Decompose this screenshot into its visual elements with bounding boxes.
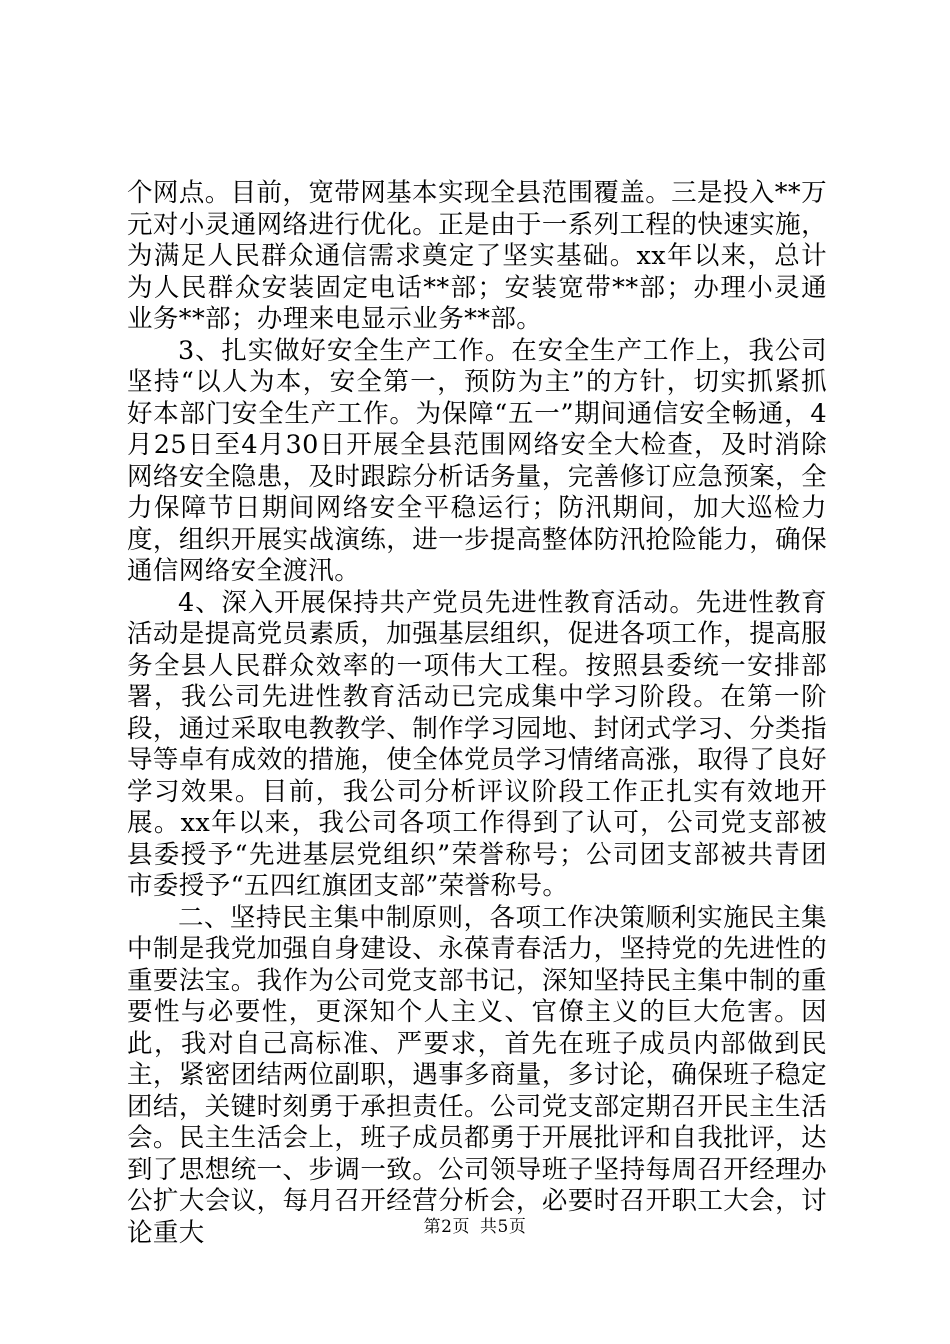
paragraph-continuation: 个网点。目前，宽带网基本实现全县范围覆盖。三是投入**万元对小灵通网络进行优化。正是由于一系列工程的快速实施，为满足人民群众通信需求奠定了坚实基础。xx年以来，总计为人民群众安装固定电话**部；安装宽带**部；办理小灵通业务**部；办理来电显示业务**部。 bbox=[127, 178, 827, 334]
paragraph-party-education: 4、深入开展保持共产党员先进性教育活动。先进性教育活动是提高党员素质，加强基层组织，促进各项工作，提高服务全县人民群众效率的一项伟大工程。按照县委统一安排部署，我公司先进性教育活动已完成集中学习阶段。在第一阶段，通过采取电教教学、制作学习园地、封闭式学习、分类指导等卓有成效的措施，使全体党员学习情绪高涨，取得了良好学习效果。目前，我公司分析评议阶段工作正扎实有效地开展。xx年以来，我公司各项工作得到了认可，公司党支部被县委授予“先进基层党组织”荣誉称号；公司团支部被共青团市委授予“五四红旗团支部”荣誉称号。 bbox=[127, 587, 827, 901]
document-body bbox=[127, 178, 827, 1249]
page-total: 共5页 bbox=[480, 1217, 527, 1237]
page-footer bbox=[0, 1216, 950, 1238]
page-number: 第2页 bbox=[423, 1217, 470, 1237]
paragraph-safety-production: 3、扎实做好安全生产工作。在安全生产工作上，我公司坚持“以人为本，安全第一，预防为主”的方针，切实抓紧抓好本部门安全生产工作。为保障“五一”期间通信安全畅通，4月25日至4月30日开展全县范围网络安全大检查，及时消除网络安全隐患，及时跟踪分析话务量，完善修订应急预案，全力保障节日期间网络安全平稳运行；防汛期间，加大巡检力度，组织开展实战演练，进一步提高整体防汛抢险能力，确保通信网络安全渡汛。 bbox=[127, 335, 827, 586]
paragraph-democratic-centralism: 二、坚持民主集中制原则，各项工作决策顺利实施民主集中制是我党加强自身建设、永葆青春活力，坚持党的先进性的重要法宝。我作为公司党支部书记，深知坚持民主集中制的重要性与必要性，更深知个人主义、官僚主义的巨大危害。因此，我对自己高标准、严要求，首先在班子成员内部做到民主，紧密团结两位副职，遇事多商量，多讨论，确保班子稳定团结，关键时刻勇于承担责任。公司党支部定期召开民主生活会。民主生活会上，班子成员都勇于开展批评和自我批评，达到了思想统一、步调一致。公司领导班子坚持每周召开经理办公扩大会议，每月召开经营分析会，必要时召开职工大会，讨论重大 bbox=[127, 902, 827, 1248]
